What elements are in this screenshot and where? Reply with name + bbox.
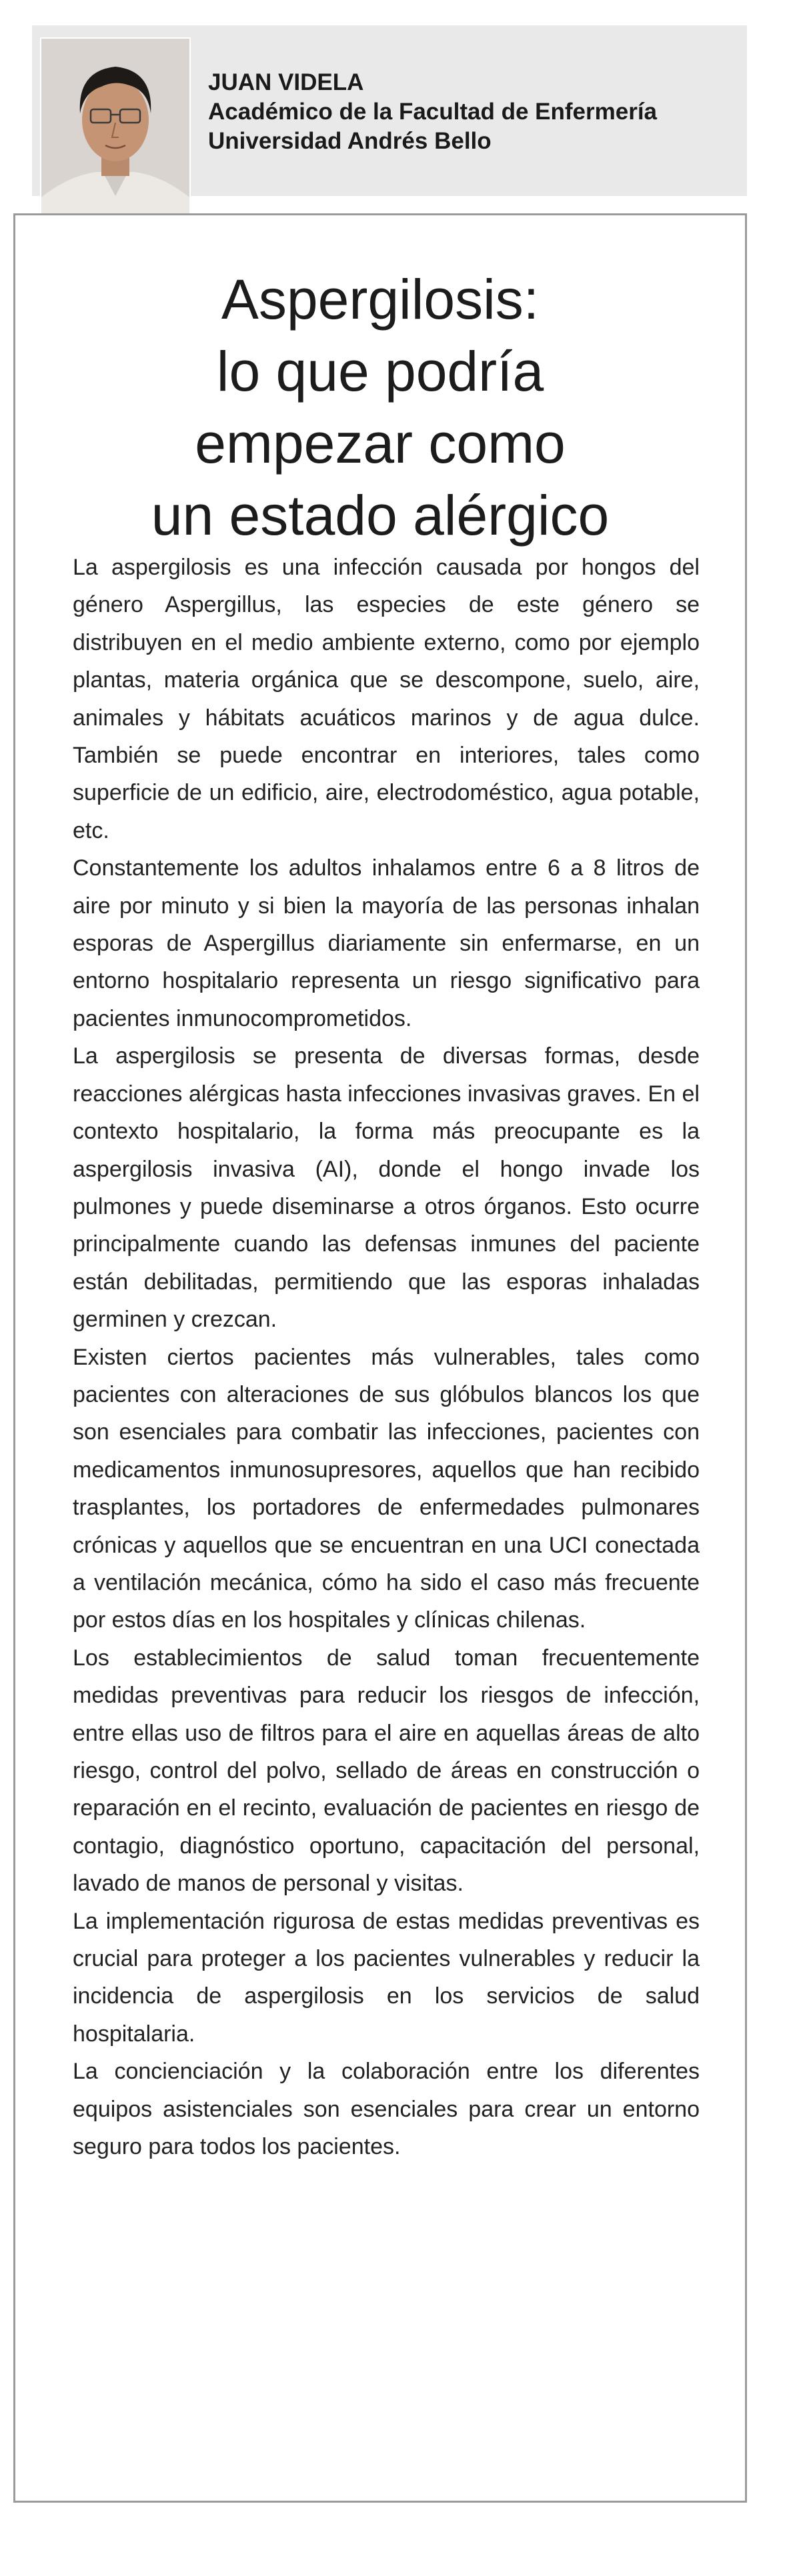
paragraph: La aspergilosis es una infección causada por hongos del género Aspergillus, las especies de este género se distribuyen en el medio ambiente externo, como por ejemplo plantas, materia orgánica que se descompone, suelo, aire, animales y hábitats acuáticos marinos y de agua dulce. También se puede encontrar en interiores, tales como superficie de un edificio, aire, electrodoméstico, agua potable, etc. bbox=[73, 555, 700, 843]
author-institution: Universidad Andrés Bello bbox=[208, 128, 492, 154]
paragraph: La implementación rigurosa de estas medidas preventivas es crucial para proteger a los pacientes vulnerables y reducir la incidencia de aspergilosis en los servicios de salud hospitalaria. bbox=[73, 1908, 700, 2047]
article-body bbox=[73, 549, 700, 2165]
paragraph: La aspergilosis se presenta de diversas formas, desde reacciones alérgicas hasta infecciones invasivas graves. En el contexto hospitalario, la forma más preocupante es la aspergilosis invasiva (AI), donde el hongo invade los pulmones y puede diseminarse a otros órganos. Esto ocurre principalmente cuando las defensas inmunes del paciente están debilitadas, permitiendo que las esporas inhaladas germinen y crezcan. bbox=[73, 1043, 700, 1333]
paragraph: Los establecimientos de salud toman frecuentemente medidas preventivas para reducir los riesgos de infección, entre ellas uso de filtros para el aire en aquellas áreas de alto riesgo, control del polvo, sellado de áreas en construcción o reparación en el recinto, evaluación de pacientes en riesgo de contagio, diagnóstico oportuno, capacitación del personal, lavado de manos de personal y visitas. bbox=[73, 1645, 700, 1897]
author-role: Académico de la Facultad de Enfermería bbox=[208, 99, 658, 125]
author-name: JUAN VIDELA bbox=[208, 69, 364, 95]
paragraph: La concienciación y la colaboración entre los diferentes equipos asistenciales son esenciales para crear un entorno seguro para todos los pacientes. bbox=[73, 2059, 700, 2160]
article-title bbox=[15, 263, 745, 551]
article-container bbox=[13, 213, 747, 2503]
title-line: empezar como bbox=[195, 412, 566, 475]
title-line: Aspergilosis: bbox=[221, 268, 540, 331]
author-info bbox=[208, 68, 657, 156]
paragraph: Existen ciertos pacientes más vulnerables, tales como pacientes con alteraciones de sus glóbulos blancos los que son esenciales para combatir las infecciones, pacientes con medicamentos inmunosupresores, aquellos que han recibido trasplantes, los portadores de enfermedades pulmonares crónicas y aquellos que se encuentran en una UCI conectada a ventilación mecánica, cómo ha sido el caso más frecuente por estos días en los hospitales y clínicas chilenas. bbox=[73, 1344, 700, 1633]
author-photo bbox=[40, 37, 191, 227]
paragraph: Constantemente los adultos inhalamos entre 6 a 8 litros de aire por minuto y si bien la mayoría de las personas inhalan esporas de Aspergillus diariamente sin enfermarse, en un entorno hospitalario representa un riesgo significativo para pacientes inmunocomprometidos. bbox=[73, 855, 700, 1031]
title-line: un estado alérgico bbox=[151, 484, 610, 547]
title-line: lo que podría bbox=[216, 340, 544, 403]
